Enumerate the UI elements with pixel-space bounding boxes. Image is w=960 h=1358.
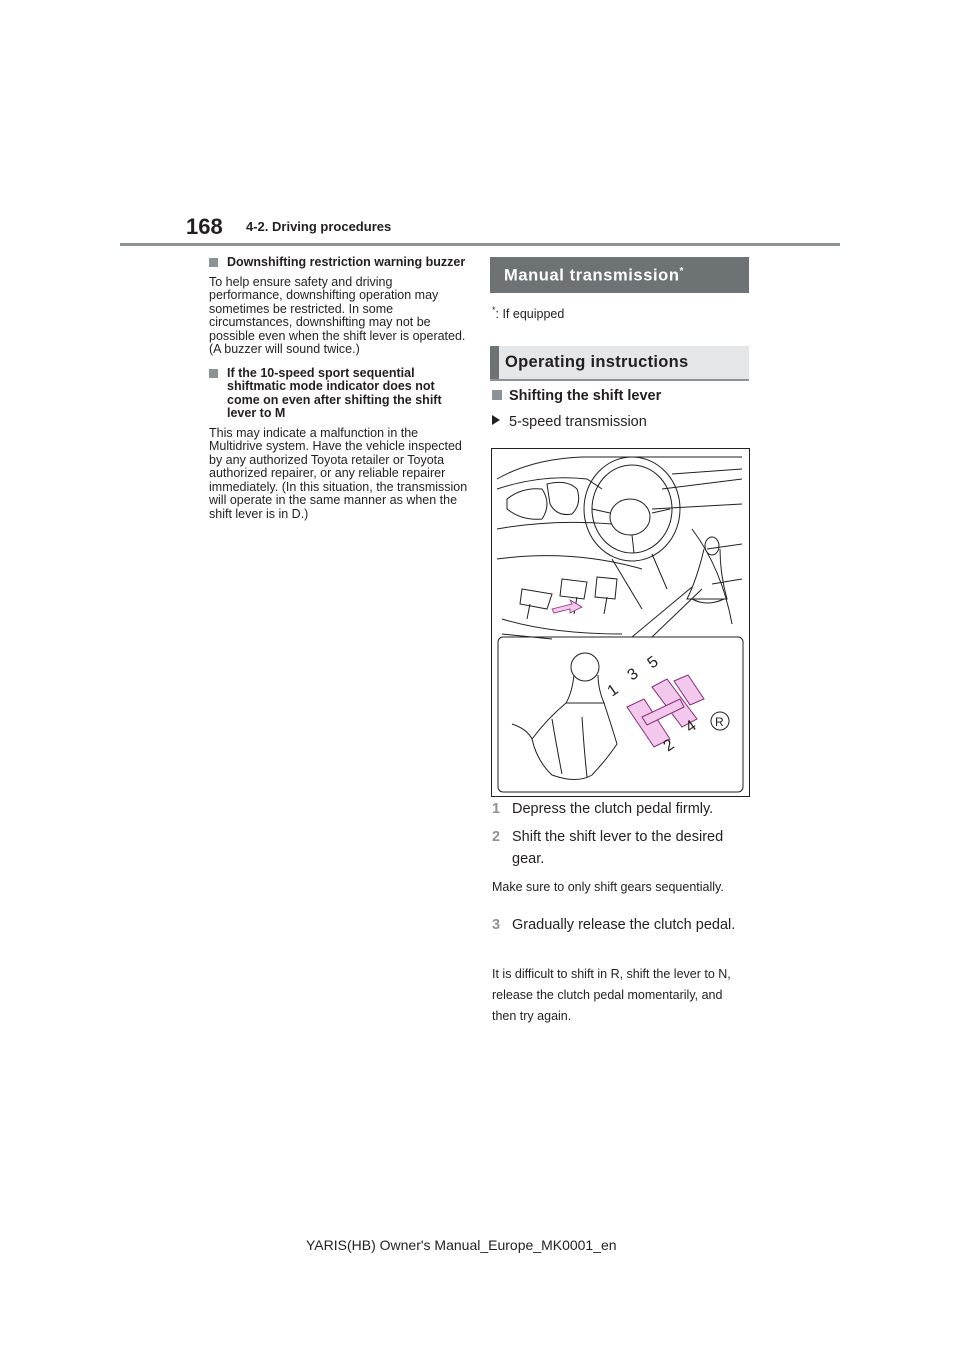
step-1: 1 Depress the clutch pedal firmly. bbox=[492, 801, 714, 817]
step-3: 3 Gradually release the clutch pedal. bbox=[492, 917, 736, 933]
triangle-bullet-icon bbox=[492, 415, 500, 425]
subheading-downshift: Downshifting restriction warning buzzer bbox=[209, 256, 469, 270]
gear-label-4: 4 bbox=[682, 717, 700, 737]
shift-lever-illustration bbox=[491, 448, 750, 797]
note-reverse: It is difficult to shift in R, shift the lever to N, release the clutch pedal momentarily, and then try again. bbox=[492, 967, 731, 1023]
footnote: *: If equipped bbox=[492, 305, 565, 322]
shift-pattern-icon bbox=[627, 675, 704, 747]
transmission-item: 5-speed transmission bbox=[492, 414, 647, 430]
note-sequential: Make sure to only shift gears sequentially. bbox=[492, 880, 724, 894]
step-2: 2 Shift the shift lever to the desired gear. bbox=[492, 829, 724, 867]
footer-text: YARIS(HB) Owner's Manual_Europe_MK0001_en bbox=[306, 1237, 617, 1253]
left-column bbox=[209, 256, 469, 531]
header-rule bbox=[120, 243, 840, 246]
asterisk: * bbox=[679, 266, 685, 277]
operating-instructions-bar bbox=[490, 346, 749, 381]
gear-label-5: 5 bbox=[644, 653, 662, 673]
pedal-arrow-icon bbox=[552, 600, 582, 613]
gear-label-3: 3 bbox=[624, 665, 642, 685]
gear-label-2: 2 bbox=[660, 736, 678, 756]
square-bullet-icon bbox=[492, 390, 502, 400]
square-bullet-icon bbox=[209, 369, 218, 378]
illustration-svg bbox=[492, 449, 749, 796]
paragraph-indicator: This may indicate a malfunction in the Multidrive system. Have the vehicle inspected by any authorized Toyota retailer or Toyota authorized repairer, or any reliable repairer immediately. (In this situation, the transmission will operate in the same manner as when the shift lever is in D.) bbox=[209, 425, 468, 521]
shifting-heading: Shifting the shift lever bbox=[492, 388, 661, 404]
operating-instructions-title: Operating instructions bbox=[505, 353, 689, 371]
square-bullet-icon bbox=[209, 258, 218, 267]
gear-label-1: 1 bbox=[604, 681, 622, 701]
subheading-indicator: If the 10-speed sport sequential shiftmatic mode indicator does not come on even after shifting the shift lever to M bbox=[209, 367, 469, 421]
section-title: 4-2. Driving procedures bbox=[246, 219, 392, 234]
paragraph-downshift: To help ensure safety and driving performance, downshifting operation may sometimes be restricted. In some circumstances, downshifting may not be possible even when the shift lever is operated. (A buzzer will sound twice.) bbox=[209, 274, 466, 356]
gear-label-r: R bbox=[715, 715, 724, 729]
manual-transmission-title: Manual transmission bbox=[504, 266, 680, 285]
page-number: 168 bbox=[186, 214, 223, 239]
manual-transmission-title-bar bbox=[490, 257, 749, 293]
